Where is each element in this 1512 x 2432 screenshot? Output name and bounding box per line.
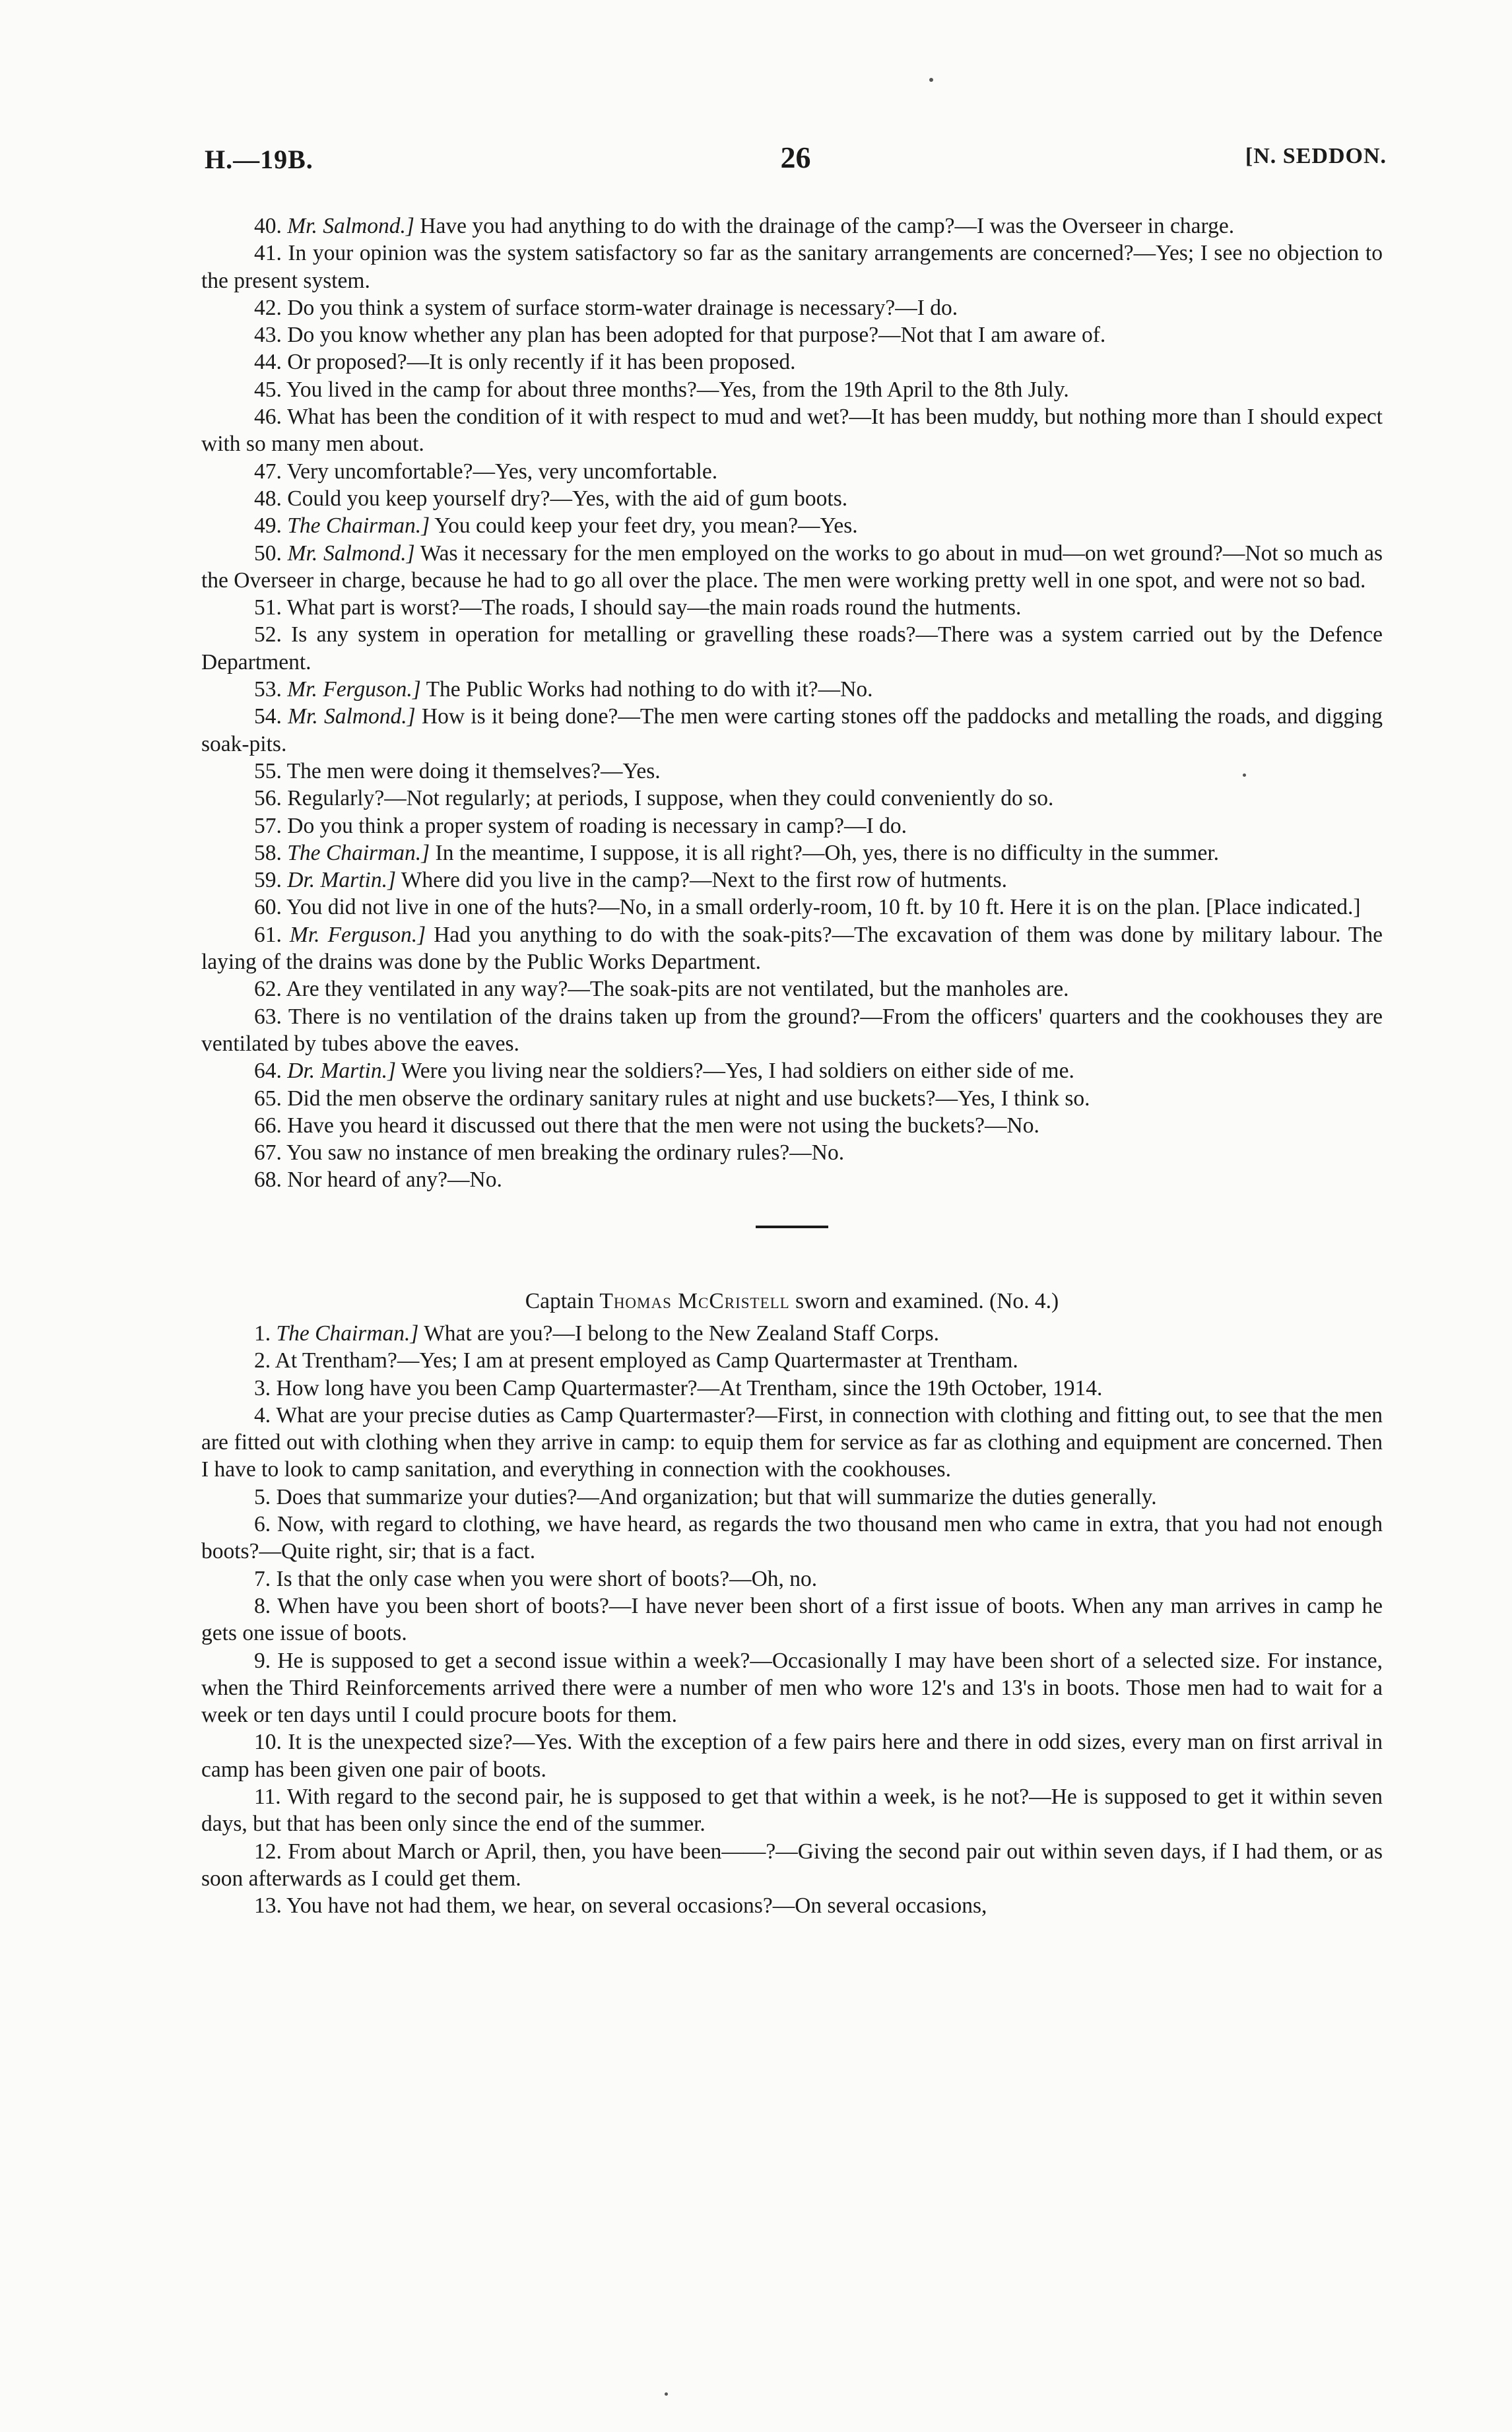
question-text: Does that summarize your duties?—And organization; but that will summarize the duties generally. xyxy=(276,1484,1157,1509)
seddon-evidence xyxy=(201,213,1383,1194)
question-paragraph xyxy=(201,1003,1383,1058)
question-text: Was it necessary for the men employed on the works to go about in mud—on wet ground?—Not so much as the Overseer in charge, because he had to go all over the place. The men were working pretty well in one spot, and were not so bad. xyxy=(201,541,1383,593)
question-number: 68. xyxy=(254,1167,282,1193)
question-paragraph xyxy=(201,621,1383,676)
mccristell-evidence xyxy=(201,1320,1383,1920)
question-paragraph xyxy=(201,676,1383,703)
question-paragraph xyxy=(201,812,1383,839)
question-paragraph xyxy=(201,594,1383,621)
question-text: The Public Works had nothing to do with it?—No. xyxy=(420,677,873,702)
question-text: Is that the only case when you were short of boots?—Oh, no. xyxy=(276,1566,818,1591)
question-text: Nor heard of any?—No. xyxy=(287,1167,502,1193)
question-text: When have you been short of boots?—I have never been short of a first issue of boots. When any man arrives in camp he gets one issue of boots. xyxy=(201,1593,1383,1646)
question-number: 11. xyxy=(254,1785,281,1810)
question-number: 3. xyxy=(254,1375,271,1400)
question-text: Regularly?—Not regularly; at periods, I suppose, when they could conveniently do so. xyxy=(287,786,1054,811)
question-number: 56. xyxy=(254,786,282,811)
question-number: 47. xyxy=(254,459,282,484)
question-paragraph xyxy=(201,1166,1383,1193)
question-text: You could keep your feet dry, you mean?—Yes. xyxy=(430,513,858,539)
question-text: With regard to the second pair, he is supposed to get that within a week, is he not?—He is supposed to get it within seven days, but that has been only since the end of the summer. xyxy=(201,1785,1383,1837)
question-text: Did the men observe the ordinary sanitary rules at night and use buckets?—Yes, I think so. xyxy=(287,1086,1090,1111)
question-text: You have not had them, we hear, on several occasions?—On several occasions, xyxy=(286,1893,987,1919)
question-paragraph xyxy=(201,758,1383,785)
question-text: You lived in the camp for about three months?—Yes, from the 19th April to the 8th July. xyxy=(286,377,1069,402)
question-number: 58. xyxy=(254,840,282,865)
scan-speck xyxy=(1243,773,1246,777)
page-header xyxy=(205,141,1387,183)
question-paragraph xyxy=(201,458,1383,485)
question-paragraph xyxy=(201,894,1383,921)
question-number: 10. xyxy=(254,1730,282,1755)
question-text: What are you?—I belong to the New Zealand Staff Corps. xyxy=(418,1321,939,1346)
page-number: 26 xyxy=(780,141,811,174)
question-paragraph xyxy=(201,512,1383,539)
speaker-name: The Chairman.] xyxy=(276,1321,419,1346)
question-number: 62. xyxy=(254,977,282,1002)
question-text: What has been the condition of it with respect to mud and wet?—It has been muddy, but nothing more than I should expect with so many men about. xyxy=(201,405,1383,457)
question-paragraph xyxy=(201,403,1383,458)
question-number: 1. xyxy=(254,1321,271,1346)
question-paragraph xyxy=(201,240,1383,294)
question-paragraph xyxy=(201,1375,1383,1402)
question-paragraph xyxy=(201,839,1383,867)
question-paragraph xyxy=(201,1057,1383,1084)
question-text: The men were doing it themselves?—Yes. xyxy=(286,758,661,783)
question-text: Where did you live in the camp?—Next to the first row of hutments. xyxy=(396,868,1007,893)
question-paragraph xyxy=(201,1320,1383,1347)
section-title xyxy=(201,1288,1383,1315)
question-number: 12. xyxy=(254,1839,282,1864)
question-text: How is it being done?—The men were carting stones off the paddocks and metalling the roads, and digging soak-pits. xyxy=(201,704,1383,756)
question-number: 45. xyxy=(254,377,282,402)
question-number: 60. xyxy=(254,895,282,920)
question-paragraph xyxy=(201,1139,1383,1166)
question-number: 66. xyxy=(254,1113,282,1138)
speaker-name: Mr. Salmond.] xyxy=(287,214,414,238)
question-paragraph xyxy=(201,1838,1383,1893)
question-paragraph xyxy=(201,1892,1383,1919)
question-text: In your opinion was the system satisfactory so far as the sanitary arrangements are concerned?—Yes; I see no objection to the present system. xyxy=(201,241,1383,293)
question-paragraph xyxy=(201,1593,1383,1647)
question-number: 59. xyxy=(254,868,282,893)
question-text: Is any system in operation for metalling or gravelling these roads?—There was a system carried out by the Defence Department. xyxy=(201,622,1383,674)
question-text: How long have you been Camp Quartermaster?—At Trentham, since the 19th October, 1914. xyxy=(276,1375,1103,1400)
question-text: He is supposed to get a second issue within a week?—Occasionally I may have been short of a selected size. For instance, when the Third Reinforcements arrived there were a number of men who wore 12's and 13's in boots. Those men had to wait for a week or ten days until I could procure boots for them. xyxy=(201,1648,1383,1728)
section-prefix: Captain xyxy=(525,1288,600,1313)
question-paragraph xyxy=(201,1402,1383,1484)
question-paragraph xyxy=(201,921,1383,976)
question-paragraph xyxy=(201,975,1383,1002)
question-number: 7. xyxy=(254,1566,271,1591)
speaker-name: Mr. Salmond.] xyxy=(288,704,416,729)
question-number: 50. xyxy=(254,541,282,566)
question-paragraph xyxy=(201,376,1383,403)
question-number: 48. xyxy=(254,486,282,511)
speaker-name: Dr. Martin.] xyxy=(287,1059,396,1084)
question-number: 49. xyxy=(254,513,282,539)
question-number: 57. xyxy=(254,813,282,838)
question-number: 4. xyxy=(254,1402,271,1428)
question-text: What part is worst?—The roads, I should say—the main roads round the hutments. xyxy=(286,595,1022,620)
question-number: 55. xyxy=(254,758,282,783)
question-text: You did not live in one of the huts?—No, in a small orderly-room, 10 ft. by 10 ft. Here it is on the plan. [Place indicated.] xyxy=(286,895,1361,920)
question-paragraph xyxy=(201,540,1383,595)
question-number: 64. xyxy=(254,1059,282,1084)
question-number: 54. xyxy=(254,704,282,729)
question-text: There is no ventilation of the drains taken up from the ground?—From the officers' quarters and the cookhouses they are ventilated by tubes above the eaves. xyxy=(201,1004,1383,1056)
question-number: 8. xyxy=(254,1593,271,1618)
document-body xyxy=(201,213,1383,1920)
question-number: 46. xyxy=(254,405,282,430)
speaker-name: Mr. Ferguson.] xyxy=(287,677,421,702)
question-text: Have you had anything to do with the drainage of the camp?—I was the Overseer in charge. xyxy=(414,214,1235,238)
question-number: 9. xyxy=(254,1648,271,1673)
question-number: 43. xyxy=(254,323,282,348)
question-text: What are your precise duties as Camp Quartermaster?—First, in connection with clothing and fitting out, to see that the men are fitted out with clothing when they arrive in camp: to equip them for service as far as clothing and equipment are concerned. Then I have to look to camp sanitation, and everything in connection with the cookhouses. xyxy=(201,1402,1383,1482)
question-number: 13. xyxy=(254,1893,282,1919)
question-paragraph xyxy=(201,485,1383,512)
question-number: 44. xyxy=(254,350,282,375)
question-number: 6. xyxy=(254,1512,271,1537)
speaker-name: Mr. Ferguson.] xyxy=(289,922,426,947)
witness-full-name: Thomas McCristell xyxy=(599,1288,790,1313)
question-paragraph xyxy=(201,1112,1383,1139)
question-number: 67. xyxy=(254,1140,282,1166)
question-text: At Trentham?—Yes; I am at present employed as Camp Quartermaster at Trentham. xyxy=(275,1348,1018,1373)
question-paragraph xyxy=(201,1085,1383,1112)
question-text: Were you living near the soldiers?—Yes, I had soldiers on either side of me. xyxy=(396,1059,1074,1084)
paper-reference: H.—19B. xyxy=(205,145,313,174)
question-text: Do you think a system of surface storm-water drainage is necessary?—I do. xyxy=(287,295,958,320)
question-text: Do you think a proper system of roading is necessary in camp?—I do. xyxy=(287,813,907,838)
question-paragraph xyxy=(201,1484,1383,1511)
question-paragraph xyxy=(201,1647,1383,1729)
question-text: Had you anything to do with the soak-pits?—The excavation of them was done by military labour. The laying of the drains was done by the Public Works Department. xyxy=(201,922,1383,975)
question-paragraph xyxy=(201,294,1383,321)
question-paragraph xyxy=(201,321,1383,348)
question-paragraph xyxy=(201,1728,1383,1783)
question-number: 40. xyxy=(254,214,282,238)
question-paragraph xyxy=(201,703,1383,758)
question-paragraph xyxy=(201,1565,1383,1593)
question-text: Could you keep yourself dry?—Yes, with the aid of gum boots. xyxy=(287,486,848,511)
question-paragraph xyxy=(201,1347,1383,1374)
question-number: 63. xyxy=(254,1004,282,1029)
scan-speck xyxy=(929,78,933,82)
question-paragraph xyxy=(201,1511,1383,1565)
question-paragraph xyxy=(201,1783,1383,1838)
question-text: In the meantime, I suppose, it is all right?—Oh, yes, there is no difficulty in the summer. xyxy=(430,840,1220,865)
question-number: 61. xyxy=(254,922,282,947)
section-suffix: sworn and examined. (No. 4.) xyxy=(789,1288,1059,1313)
question-text: Have you heard it discussed out there that the men were not using the buckets?—No. xyxy=(287,1113,1039,1138)
speaker-name: Mr. Salmond.] xyxy=(287,541,415,566)
question-number: 2. xyxy=(254,1348,271,1373)
question-text: Very uncomfortable?—Yes, very uncomfortable. xyxy=(286,459,718,484)
question-paragraph xyxy=(201,785,1383,812)
question-text: It is the unexpected size?—Yes. With the exception of a few pairs here and there in odd sizes, every man on first arrival in camp has been given one pair of boots. xyxy=(201,1730,1383,1782)
question-number: 42. xyxy=(254,295,282,320)
question-paragraph xyxy=(201,348,1383,376)
question-paragraph xyxy=(201,213,1383,240)
question-text: From about March or April, then, you have been——?—Giving the second pair out within seven days, if I had them, or as soon afterwards as I could get them. xyxy=(201,1839,1383,1891)
question-paragraph xyxy=(201,867,1383,894)
speaker-name: The Chairman.] xyxy=(287,513,430,539)
question-text: You saw no instance of men breaking the ordinary rules?—No. xyxy=(286,1140,845,1166)
question-number: 52. xyxy=(254,622,282,647)
witness-name: [N. SEDDON. xyxy=(1245,144,1387,168)
question-number: 53. xyxy=(254,677,282,702)
scan-speck xyxy=(665,2392,668,2396)
section-divider xyxy=(756,1226,828,1228)
question-number: 65. xyxy=(254,1086,282,1111)
question-number: 5. xyxy=(254,1484,271,1509)
question-text: Now, with regard to clothing, we have heard, as regards the two thousand men who came in extra, that you had not enough boots?—Quite right, sir; that is a fact. xyxy=(201,1512,1383,1564)
question-text: Or proposed?—It is only recently if it has been proposed. xyxy=(287,350,796,375)
question-text: Are they ventilated in any way?—The soak-pits are not ventilated, but the manholes are. xyxy=(286,977,1069,1002)
speaker-name: Dr. Martin.] xyxy=(287,868,396,893)
speaker-name: The Chairman.] xyxy=(287,840,430,865)
question-text: Do you know whether any plan has been adopted for that purpose?—Not that I am aware of. xyxy=(287,323,1106,348)
question-number: 51. xyxy=(254,595,282,620)
question-number: 41. xyxy=(254,241,282,266)
